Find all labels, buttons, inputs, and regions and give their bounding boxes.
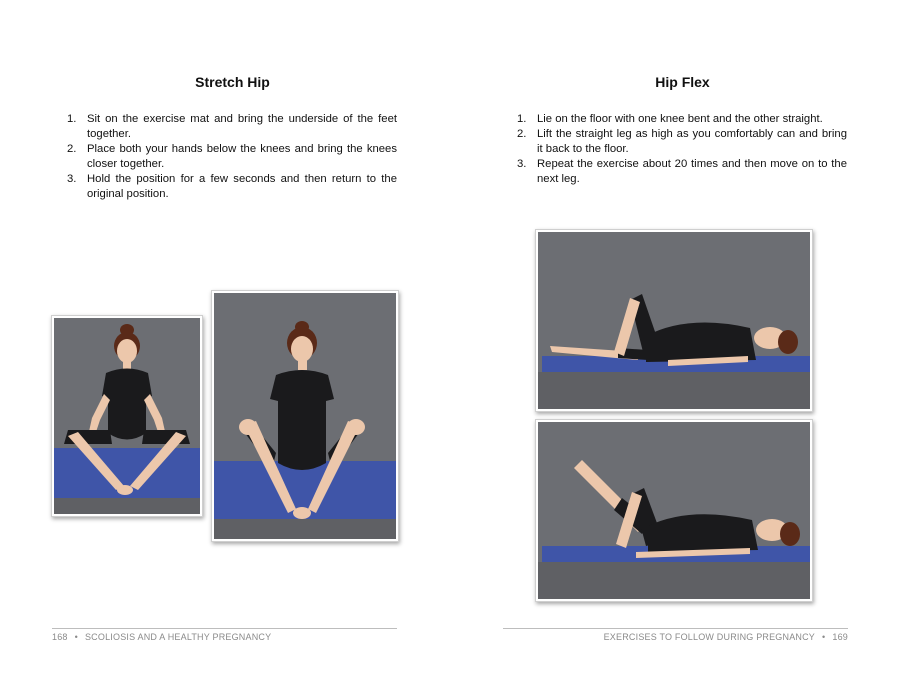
running-title: SCOLIOSIS AND A HEALTHY PREGNANCY: [84, 632, 272, 642]
running-title: EXERCISES TO FOLLOW DURING PREGNANCY: [603, 632, 816, 642]
list-item: 1. Sit on the exercise mat and bring the underside of the feet together.: [67, 113, 397, 140]
photo-seated-stretch-2: [211, 290, 399, 542]
list-item: 1. Lie on the floor with one knee bent and the other straight.: [517, 113, 823, 125]
list-item: 3. Repeat the exercise about 20 times and then move on to the next leg.: [517, 158, 847, 185]
instruction-list: [517, 112, 847, 187]
page-number: 169: [832, 632, 848, 642]
instruction-list: [67, 112, 397, 202]
photo-seated-stretch-1: [51, 315, 203, 517]
list-item: 2. Place both your hands below the knees and bring the knees closer together.: [67, 143, 397, 170]
photo-hip-flex-1: [535, 229, 813, 412]
page-title: Stretch Hip: [195, 74, 270, 90]
page-footer: EXERCISES TO FOLLOW DURING PREGNANCY • 169: [503, 628, 848, 642]
right-page: [450, 0, 900, 675]
page-title: Hip Flex: [655, 74, 710, 90]
photo-hip-flex-2: [535, 419, 813, 602]
page-number: 168: [52, 632, 68, 642]
list-item: 2. Lift the straight leg as high as you comfortably can and bring it back to the floor.: [517, 128, 847, 155]
page-footer: 168 • SCOLIOSIS AND A HEALTHY PREGNANCY: [52, 628, 397, 642]
list-item: 3. Hold the position for a few seconds and then return to the original position.: [67, 173, 397, 200]
